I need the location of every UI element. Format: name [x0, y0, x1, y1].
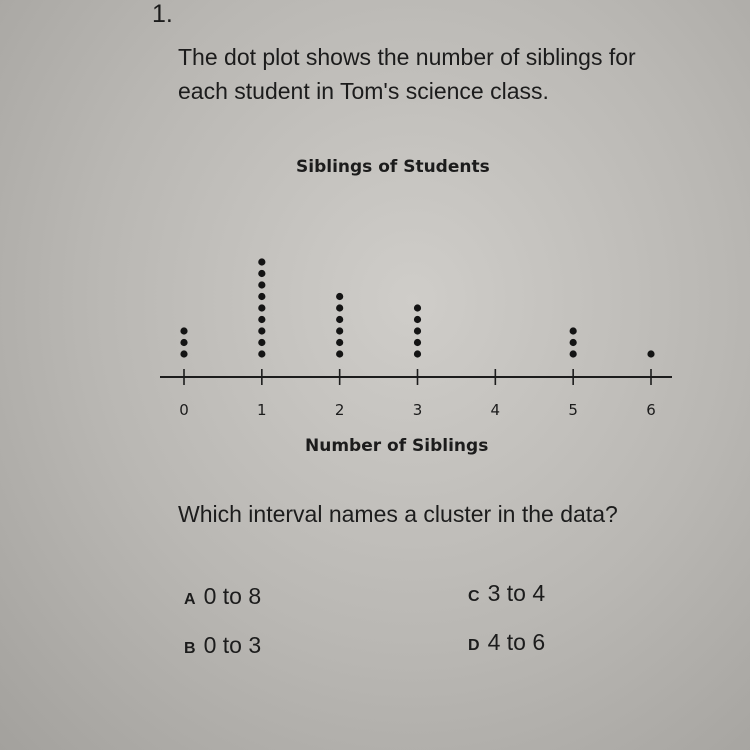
data-dot	[180, 339, 187, 346]
question-number: 1.	[152, 0, 173, 28]
data-dot	[336, 293, 343, 300]
data-dot	[414, 339, 421, 346]
x-tick-label: 2	[334, 401, 345, 419]
data-dot	[258, 281, 265, 288]
data-dot	[258, 304, 265, 311]
data-dot	[647, 350, 654, 357]
data-dot	[336, 327, 343, 334]
x-tick-label: 3	[412, 401, 423, 419]
x-tick-label: 5	[568, 401, 578, 419]
data-dot	[570, 339, 577, 346]
data-dot	[336, 339, 343, 346]
data-dot	[258, 316, 265, 323]
data-dot	[258, 350, 265, 357]
data-dot	[258, 258, 265, 265]
option-letter: D	[468, 637, 480, 654]
option-text: 0 to 8	[203, 583, 262, 609]
data-dot	[258, 339, 265, 346]
x-tick-label: 6	[646, 401, 656, 419]
data-dot	[414, 316, 421, 323]
data-dot	[570, 327, 577, 334]
question-stem: The dot plot shows the number of siblings for each student in Tom's science class.	[178, 44, 636, 104]
data-dot	[570, 350, 577, 357]
data-dot	[336, 316, 343, 323]
data-dot	[180, 350, 187, 357]
data-dot	[336, 304, 343, 311]
answer-option-a[interactable]	[184, 583, 261, 610]
question-prompt: Which interval names a cluster in the data?	[178, 501, 618, 527]
data-dot	[414, 304, 421, 311]
data-dot	[258, 293, 265, 300]
data-dot	[414, 327, 421, 334]
data-dot	[336, 350, 343, 357]
answer-option-b[interactable]	[184, 632, 261, 659]
answer-option-d[interactable]	[468, 629, 545, 656]
data-dot	[414, 350, 421, 357]
x-tick-label: 1	[257, 401, 267, 419]
chart-title: Siblings of Students	[296, 157, 490, 177]
option-text: 0 to 3	[203, 632, 262, 658]
x-axis-title: Number of Siblings	[305, 436, 489, 456]
data-dot	[258, 270, 265, 277]
option-letter: A	[184, 591, 196, 608]
option-letter: B	[184, 640, 196, 657]
option-letter: C	[468, 588, 480, 605]
answer-option-c[interactable]	[468, 580, 545, 607]
option-text: 4 to 6	[487, 629, 546, 655]
option-text: 3 to 4	[487, 580, 546, 606]
x-tick-label: 0	[179, 401, 189, 419]
x-tick-label: 4	[490, 401, 501, 419]
data-dot	[258, 327, 265, 334]
data-dot	[180, 327, 187, 334]
